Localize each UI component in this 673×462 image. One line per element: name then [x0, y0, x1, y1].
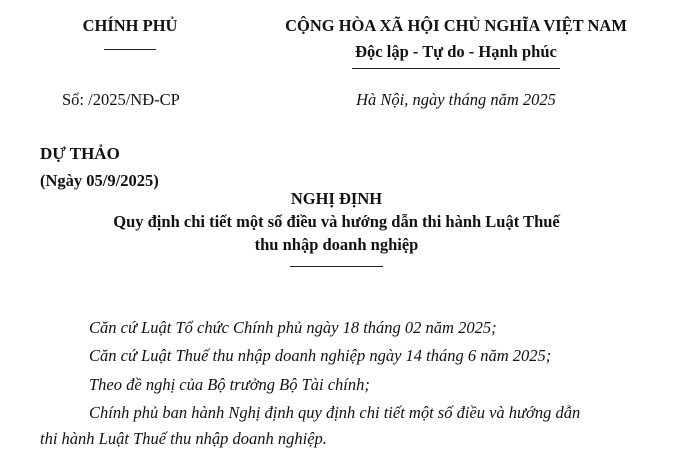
- draft-label: DỰ THẢO: [40, 144, 120, 163]
- document-title-line2: thu nhập doanh nghiệp: [254, 235, 419, 254]
- title-underline: [290, 266, 383, 267]
- legal-basis-2: Căn cứ Luật Thuế thu nhập doanh nghiệp ngày 14 tháng 6 năm 2025;: [89, 346, 552, 365]
- national-title: CỘNG HÒA XÃ HỘI CHỦ NGHĨA VIỆT NAM: [285, 16, 627, 35]
- promulgation-line-2: thi hành Luật Thuế thu nhập doanh nghiệp.: [40, 429, 327, 448]
- draft-date: (Ngày 05/9/2025): [40, 171, 159, 190]
- document-title-line1: Quy định chi tiết một số điều và hướng dẫn thi hành Luật Thuế: [113, 212, 560, 231]
- legal-basis-1: Căn cứ Luật Tổ chức Chính phủ ngày 18 tháng 02 năm 2025;: [89, 318, 497, 337]
- issuing-agency: CHÍNH PHỦ: [82, 16, 178, 35]
- national-motto: Độc lập - Tự do - Hạnh phúc: [355, 42, 557, 61]
- agency-underline: [104, 49, 156, 50]
- document-type: NGHỊ ĐỊNH: [290, 189, 383, 208]
- motto-underline: [352, 68, 560, 69]
- promulgation-line-1: Chính phủ ban hành Nghị định quy định chi tiết một số điều và hướng dẫn: [89, 403, 581, 422]
- document-number: Số: /2025/NĐ-CP: [62, 90, 180, 109]
- place-and-date: Hà Nội, ngày tháng năm 2025: [356, 90, 556, 109]
- proposal-line: Theo đề nghị của Bộ trưởng Bộ Tài chính;: [89, 375, 370, 394]
